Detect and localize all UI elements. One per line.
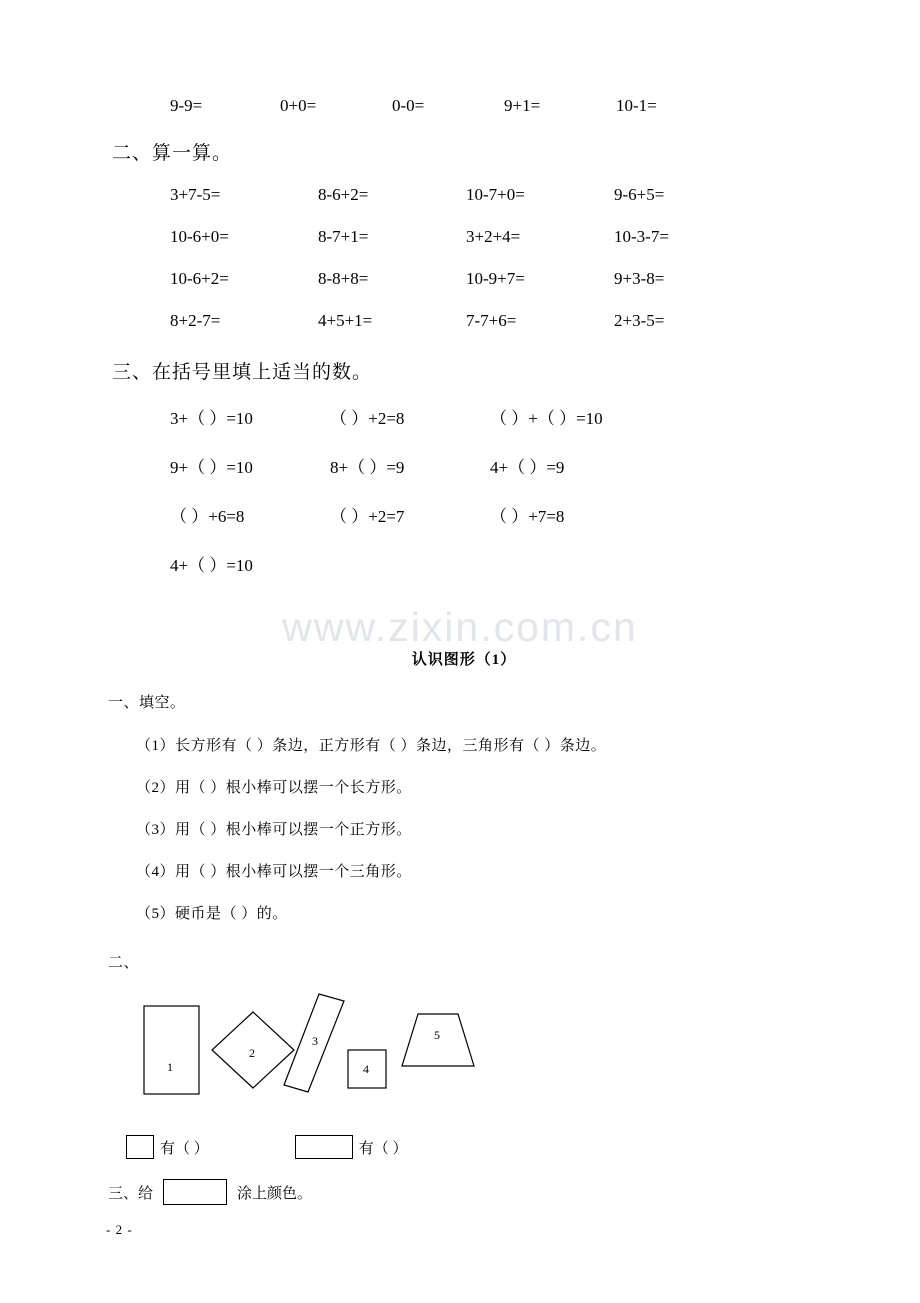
- question-3-row: [108, 1179, 820, 1205]
- calc-row: [108, 185, 820, 205]
- bracket-row: [108, 502, 820, 527]
- question-1-item: （4）用（ ）根小棒可以摆一个三角形。: [136, 864, 412, 880]
- shapes-figure: [126, 984, 820, 1129]
- expression-cell: 0+0=: [280, 96, 317, 115]
- expression-cell: 8+2-7=: [170, 311, 221, 330]
- expression-cell: 10-6+0=: [170, 227, 229, 246]
- shape-count-answer-row: [108, 1135, 820, 1159]
- question-1-item: （5）硬币是（ ）的。: [136, 906, 288, 922]
- bracket-cell: 8+（ ）=9: [330, 458, 405, 477]
- expression-cell: 8-8+8=: [318, 269, 369, 288]
- bracket-row: [108, 404, 820, 429]
- question-3-prefix: 三、给: [108, 1185, 154, 1202]
- shape-label-3: 3: [312, 1034, 318, 1048]
- shape-label-4: 4: [363, 1062, 369, 1076]
- expression-cell: 8-7+1=: [318, 227, 369, 246]
- calc-row: [108, 269, 820, 289]
- question-1-item: （1）长方形有（ ）条边，正方形有（ ）条边，三角形有（ ）条边。: [136, 738, 607, 754]
- color-rectangle-icon: [163, 1179, 227, 1205]
- shape-rectangle-1: [144, 1006, 199, 1094]
- expression-cell: 7-7+6=: [466, 311, 517, 330]
- bracket-cell: 4+（ ）=10: [170, 556, 253, 575]
- expression-cell: 8-6+2=: [318, 185, 369, 204]
- question-1-heading: 一、填空。: [108, 695, 186, 711]
- expression-cell: 3+2+4=: [466, 227, 521, 246]
- expression-cell: 10-6+2=: [170, 269, 229, 288]
- figures-worksheet: [108, 648, 820, 1205]
- expression-cell: 10-1=: [616, 96, 657, 115]
- bracket-cell: （ ）+2=8: [330, 409, 405, 428]
- expression-cell: 10-3-7=: [614, 227, 669, 246]
- expression-cell: 9-9=: [170, 96, 203, 115]
- expression-cell: 10-9+7=: [466, 269, 525, 288]
- rectangle-count-label: 有（ ）: [358, 1140, 408, 1157]
- bracket-cell: 4+（ ）=9: [490, 458, 565, 477]
- bracket-cell: （ ）+7=8: [490, 507, 565, 526]
- shape-label-5: 5: [434, 1028, 440, 1042]
- worksheet-title: 认识图形（1）: [411, 652, 517, 668]
- bracket-cell: （ ）+（ ）=10: [490, 409, 603, 428]
- shape-label-2: 2: [249, 1046, 255, 1060]
- page-number: - 2 -: [106, 1222, 133, 1237]
- shape-label-1: 1: [167, 1060, 173, 1074]
- calc-row: [108, 311, 820, 331]
- expression-cell: 10-7+0=: [466, 185, 525, 204]
- expression-cell: 4+5+1=: [318, 311, 373, 330]
- expression-cell: 2+3-5=: [614, 311, 665, 330]
- question-1-item: （3）用（ ）根小棒可以摆一个正方形。: [136, 822, 412, 838]
- bracket-row: [108, 453, 820, 478]
- square-count-label: 有（ ）: [160, 1140, 209, 1157]
- section-2-heading: 二、算一算。: [112, 143, 233, 164]
- expression-cell: 3+7-5=: [170, 185, 221, 204]
- question-2-heading: 二、: [108, 955, 140, 971]
- rectangle-icon: [295, 1135, 353, 1159]
- page-content: [108, 96, 820, 600]
- question-1-item: （2）用（ ）根小棒可以摆一个长方形。: [136, 780, 412, 796]
- expression-cell: 9+1=: [504, 96, 541, 115]
- bracket-cell: （ ）+6=8: [170, 507, 245, 526]
- bracket-row: [108, 551, 820, 576]
- square-icon: [126, 1135, 154, 1159]
- bracket-cell: 9+（ ）=10: [170, 458, 253, 477]
- calc-row: [108, 227, 820, 247]
- expression-cell: 0-0=: [392, 96, 425, 115]
- shapes-svg: [126, 984, 526, 1124]
- bracket-cell: （ ）+2=7: [330, 507, 405, 526]
- watermark-text: www.zixin.com.cn: [282, 604, 638, 650]
- top-expression-row: [108, 96, 820, 116]
- bracket-cell: 3+（ ）=10: [170, 409, 253, 428]
- expression-cell: 9+3-8=: [614, 269, 665, 288]
- section-3-heading: 三、在括号里填上适当的数。: [112, 362, 373, 383]
- expression-cell: 9-6+5=: [614, 185, 665, 204]
- question-3-suffix: 涂上颜色。: [237, 1185, 313, 1202]
